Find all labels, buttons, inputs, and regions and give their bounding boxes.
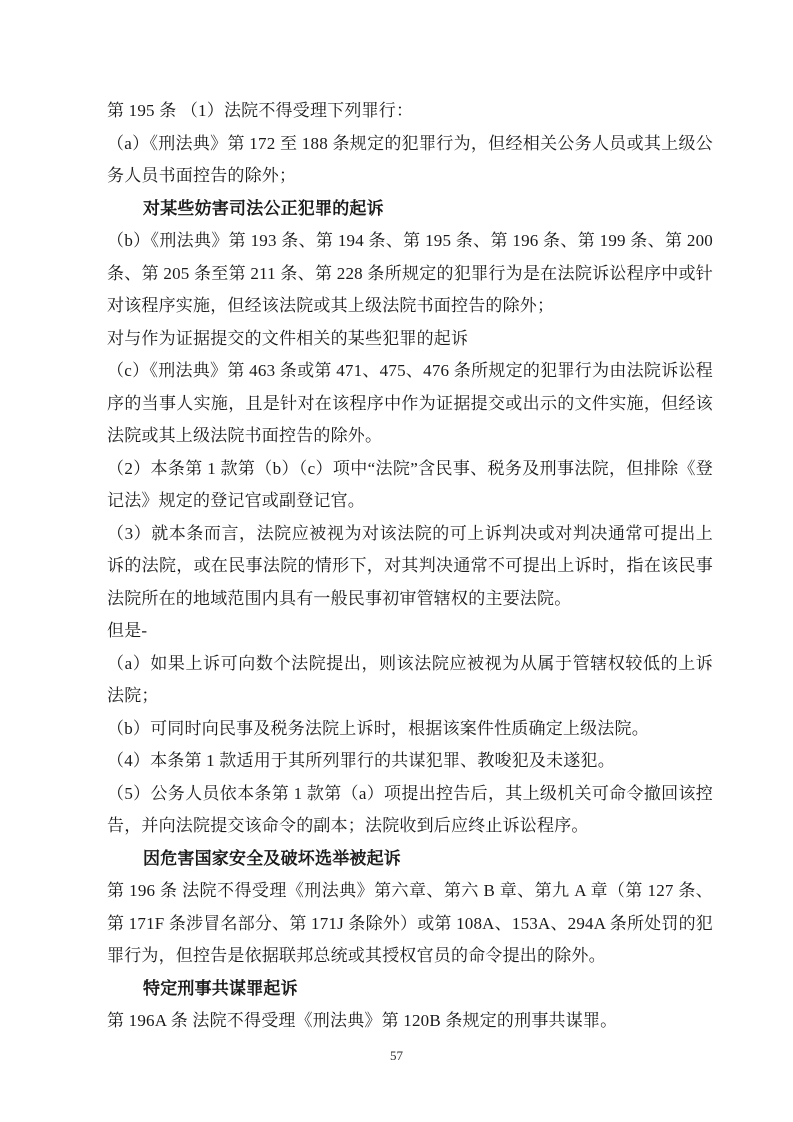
- subsection-3-paragraph: （3）就本条而言，法院应被视为对该法院的可上诉判决或对判决通常可提出上诉的法院，或在民事法院的情形下，对其判决通常不可提出上诉时，指在该民事法院所在的地域范围内具有一般民事初审管辖权的主要法院。: [107, 523, 713, 608]
- clause-b-paragraph: （b）《刑法典》第 193 条、第 194 条、第 195 条、第 196 条、第 199 条、第 200 条、第 205 条至第 211 条、第 228 条所规定的犯罪行为是在法院诉讼程序中或针对该程序实施，但经该法院或其上级法院书面控告的除外；: [107, 231, 713, 315]
- proviso-a-paragraph: （a）如果上诉可向数个法院提出，则该法院应被视为从属于管辖权较低的上诉法院；: [107, 653, 713, 705]
- document-content: [107, 95, 713, 1038]
- page-number: 57: [390, 1048, 403, 1063]
- proviso-intro: 但是-: [107, 621, 148, 640]
- clause-a-paragraph: （a）《刑法典》第 172 至 188 条规定的犯罪行为，但经相关公务人员或其上级公务人员书面控告的除外；: [107, 133, 713, 185]
- section-196a-paragraph: 第 196A 条 法院不得受理《刑法典》第 120B 条规定的刑事共谋罪。: [107, 1011, 618, 1030]
- heading-state-security: 因危害国家安全及破坏选举被起诉: [143, 848, 401, 868]
- subheading-evidence-documents: 对与作为证据提交的文件相关的某些犯罪的起诉: [107, 328, 469, 348]
- section-195-opening: 第 195 条 （1）法院不得受理下列罪行：: [107, 101, 414, 120]
- subsection-4-paragraph: （4）本条第 1 款适用于其所列罪行的共谋犯罪、教唆犯及未遂犯。: [107, 751, 615, 770]
- heading-criminal-conspiracy: 特定刑事共谋罪起诉: [143, 978, 298, 998]
- clause-c-paragraph: （c）《刑法典》第 463 条或第 471、475、476 条所规定的犯罪行为由法院诉讼程序的当事人实施，且是针对在该程序中作为证据提交或出示的文件实施，但经该法院或其上级法院书面控告的除外。: [107, 361, 713, 445]
- subsection-2-paragraph: （2）本条第 1 款第（b）（c）项中“法院”含民事、税务及刑事法院，但排除《登记法》规定的登记官或副登记官。: [107, 458, 713, 510]
- proviso-b-paragraph: （b）可同时向民事及税务法院上诉时，根据该案件性质确定上级法院。: [107, 718, 649, 738]
- subsection-5-paragraph: （5）公务人员依本条第 1 款第（a）项提出控告后，其上级机关可命令撤回该控告，并向法院提交该命令的副本；法院收到后应终止诉讼程序。: [107, 783, 713, 835]
- section-196-paragraph: 第 196 条 法院不得受理《刑法典》第六章、第六 B 章、第九 A 章（第 127 条、第 171F 条涉冒名部分、第 171J 条除外）或第 108A、153A、294A 条所处罚的犯罪行为，但控告是依据联邦总统或其授权官员的命令提出的除外。: [107, 881, 713, 965]
- heading-obstruction-of-justice: 对某些妨害司法公正犯罪的起诉: [143, 198, 384, 218]
